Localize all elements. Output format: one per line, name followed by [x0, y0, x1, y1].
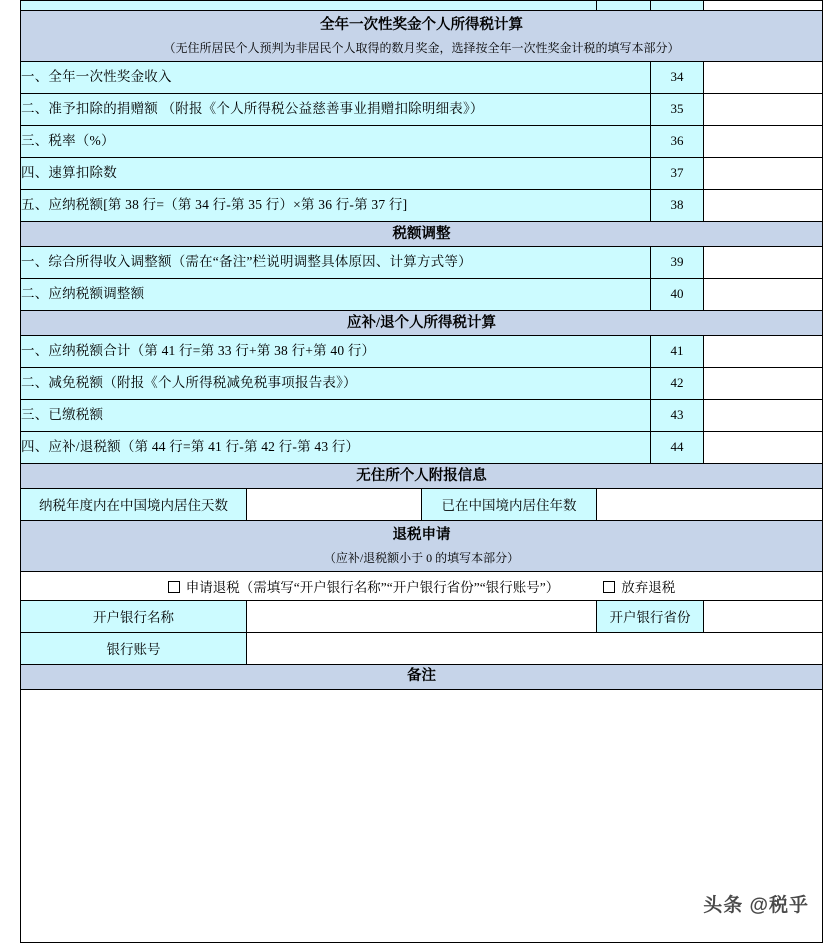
row-value-41[interactable]: [704, 335, 823, 367]
checkbox-apply-refund[interactable]: [168, 581, 180, 593]
table-row: [21, 125, 823, 157]
row-line-number-43: 43: [651, 399, 704, 431]
label-bank-account: 银行账号: [21, 632, 247, 664]
partial-row-spacer: [597, 1, 651, 11]
row-label-39: 一、综合所得收入调整额（需在“备注”栏说明调整具体原因、计算方式等）: [21, 246, 651, 278]
section-header-payable-refundable: [21, 310, 823, 335]
section-header-refund-application-cell: [21, 520, 823, 571]
table-row: [21, 278, 823, 310]
table-row: [21, 431, 823, 463]
partial-row-label: [21, 1, 597, 11]
row-label-40: 二、应纳税额调整额: [21, 278, 651, 310]
row-value-36[interactable]: [704, 125, 823, 157]
section-header-tax-adjustment: [21, 221, 823, 246]
section-title-tax-adjustment: 税额调整: [21, 221, 823, 246]
row-line-number-40: 40: [651, 278, 704, 310]
label-days-in-china: 纳税年度内在中国境内居住天数: [21, 488, 247, 520]
input-bank-account[interactable]: [247, 632, 823, 664]
row-label-44: 四、应补/退税额（第 44 行=第 41 行-第 42 行-第 43 行）: [21, 431, 651, 463]
row-label-41: 一、应纳税额合计（第 41 行=第 33 行+第 38 行+第 40 行）: [21, 335, 651, 367]
row-value-37[interactable]: [704, 157, 823, 189]
label-apply-refund: 申请退税（需填写“开户银行名称”“开户银行省份”“银行账号”）: [185, 579, 560, 595]
refund-options-row: [21, 571, 823, 600]
table-row: [21, 399, 823, 431]
section-title-annual-bonus: 全年一次性奖金个人所得税计算: [320, 17, 523, 33]
refund-options-cell: [21, 571, 823, 600]
row-label-43: 三、已缴税额: [21, 399, 651, 431]
row-label-36: 三、税率（%）: [21, 125, 651, 157]
table-row: [21, 61, 823, 93]
label-bank-province: 开户银行省份: [597, 600, 704, 632]
row-value-42[interactable]: [704, 367, 823, 399]
section-title-no-domicile: 无住所个人附报信息: [21, 463, 823, 488]
input-years-in-china[interactable]: [597, 488, 823, 520]
no-domicile-fields-row: [21, 488, 823, 520]
row-value-40[interactable]: [704, 278, 823, 310]
table-row: [21, 367, 823, 399]
section-header-refund-application: [21, 520, 823, 571]
row-line-number-42: 42: [651, 367, 704, 399]
row-line-number-44: 44: [651, 431, 704, 463]
section-subtitle-refund-application: （应补/退税额小于 0 的填写本部分）: [323, 550, 520, 565]
row-line-number-41: 41: [651, 335, 704, 367]
label-years-in-china: 已在中国境内居住年数: [422, 488, 597, 520]
checkbox-waive-refund[interactable]: [603, 581, 615, 593]
row-label-37: 四、速算扣除数: [21, 157, 651, 189]
section-header-no-domicile: [21, 463, 823, 488]
table-row: [21, 157, 823, 189]
watermark: 头条 @税乎: [703, 895, 809, 916]
partial-row-line-number: [651, 1, 704, 11]
row-line-number-36: 36: [651, 125, 704, 157]
row-line-number-39: 39: [651, 246, 704, 278]
label-waive-refund: 放弃退税: [621, 579, 676, 595]
input-bank-name[interactable]: [247, 600, 597, 632]
table-row: [21, 93, 823, 125]
section-title-refund-application: 退税申请: [392, 526, 451, 543]
row-value-38[interactable]: [704, 189, 823, 221]
row-label-38: 五、应纳税额[第 38 行=（第 34 行-第 35 行）×第 36 行-第 37 行]: [21, 189, 651, 221]
section-title-remarks: 备注: [21, 664, 823, 689]
row-label-34: 一、全年一次性奖金收入: [21, 61, 651, 93]
input-days-in-china[interactable]: [247, 488, 422, 520]
individual-income-tax-return-table: [20, 0, 823, 943]
row-line-number-37: 37: [651, 157, 704, 189]
partial-row-top: [21, 1, 823, 11]
table-row: [21, 335, 823, 367]
section-header-annual-bonus-cell: [21, 11, 823, 62]
input-bank-province[interactable]: [704, 600, 823, 632]
label-bank-name: 开户银行名称: [21, 600, 247, 632]
table-row: [21, 189, 823, 221]
row-label-35: 二、准予扣除的捐赠额 （附报《个人所得税公益慈善事业捐赠扣除明细表》）: [21, 93, 651, 125]
section-header-annual-bonus: [21, 11, 823, 62]
section-header-remarks: [21, 664, 823, 689]
section-title-payable-refundable: 应补/退个人所得税计算: [21, 310, 823, 335]
bank-name-province-row: [21, 600, 823, 632]
row-value-39[interactable]: [704, 246, 823, 278]
row-value-44[interactable]: [704, 431, 823, 463]
section-subtitle-annual-bonus: （无住所居民个人预判为非居民个人取得的数月奖金，选择按全年一次性奖金计税的填写本部分）: [163, 40, 680, 55]
row-line-number-38: 38: [651, 189, 704, 221]
row-line-number-34: 34: [651, 61, 704, 93]
bank-account-row: [21, 632, 823, 664]
partial-row-value[interactable]: [704, 1, 823, 11]
row-value-34[interactable]: [704, 61, 823, 93]
row-value-43[interactable]: [704, 399, 823, 431]
row-value-35[interactable]: [704, 93, 823, 125]
row-label-42: 二、减免税额（附报《个人所得税减免税事项报告表》）: [21, 367, 651, 399]
table-row: [21, 246, 823, 278]
row-line-number-35: 35: [651, 93, 704, 125]
